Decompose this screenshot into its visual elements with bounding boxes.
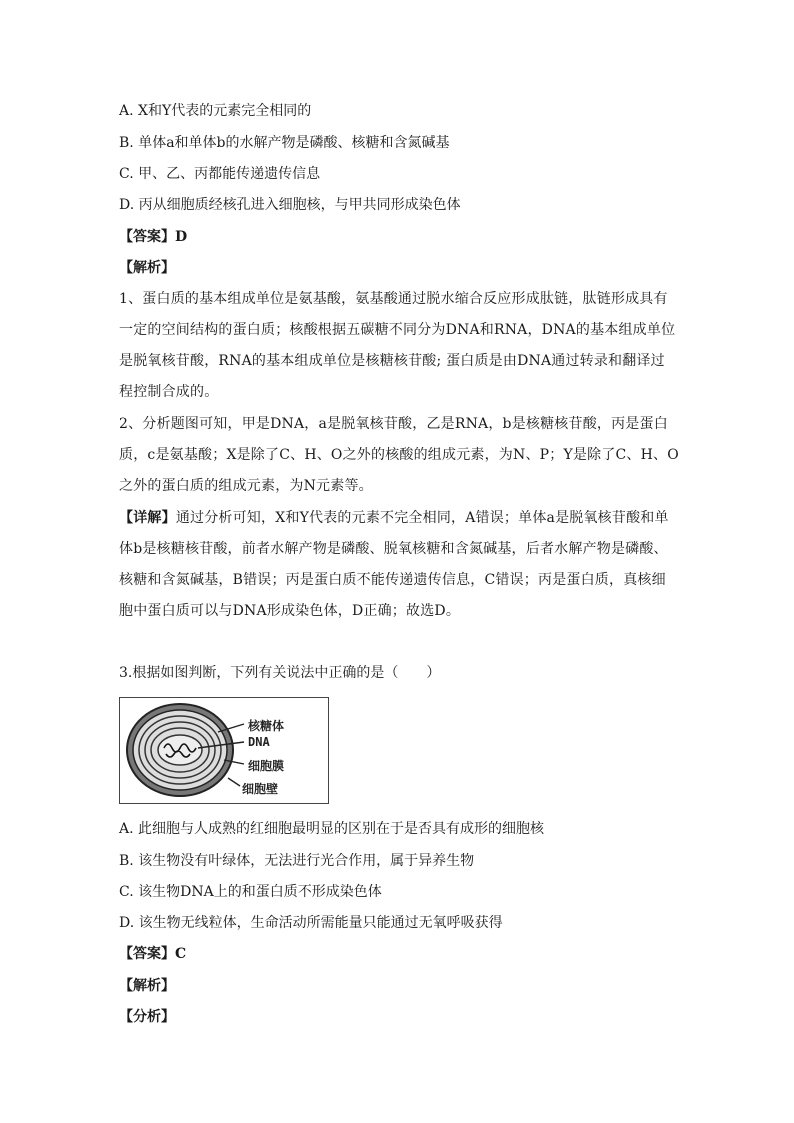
q3-option-d: D. 该生物无线粒体，生命活动所需能量只能通过无氧呼吸获得 — [119, 915, 503, 931]
q2-analysis-heading: 【解析】 — [119, 260, 175, 276]
q3-analysis-sub-heading: 【分析】 — [119, 1009, 175, 1025]
label-cell-wall: 细胞壁 — [242, 782, 279, 796]
q2-answer: 【答案】D — [119, 229, 188, 245]
q3-option-c: C. 该生物DNA上的和蛋白质不形成染色体 — [119, 884, 382, 900]
q2-analysis-paragraph-2: 2、分析题图可知，甲是DNA，a是脱氧核苷酸，乙是RNA，b是核糖核苷酸，丙是蛋白质，c是氨基酸；X是除了C、H、O之外的核酸的组成元素，为N、P；Y是除了C、H、O之外的蛋白质的组成元素，为N元素等。 — [119, 416, 679, 494]
q2-option-b: B. 单体a和单体b的水解产物是磷酸、核糖和含氮碱基 — [119, 135, 450, 151]
q3-analysis-heading: 【解析】 — [119, 978, 175, 994]
q3-answer: 【答案】C — [119, 946, 187, 962]
q2-option-a: A. X和Y代表的元素完全相同的 — [119, 103, 312, 119]
label-dna: DNA — [248, 735, 270, 749]
label-ribosome: 核糖体 — [248, 719, 285, 733]
label-cell-membrane: 细胞膜 — [248, 759, 285, 773]
q2-analysis-paragraph-1: 1、蛋白质的基本组成单位是氨基酸，氨基酸通过脱水缩合反应形成肽链，肽链形成具有一定的空间结构的蛋白质；核酸根据五碳糖不同分为DNA和RNA，DNA的基本组成单位是脱氧核苷酸，RNA的基本组成单位是核糖核苷酸; 蛋白质是由DNA通过转录和翻译过程控制合成的。 — [119, 291, 676, 400]
q2-option-c: C. 甲、乙、丙都能传递遗传信息 — [119, 166, 321, 182]
cell-diagram — [120, 698, 328, 803]
q3-option-b: B. 该生物没有叶绿体，无法进行光合作用，属于异养生物 — [119, 853, 475, 869]
q2-detail-text: 通过分析可知，X和Y代表的元素不完全相同，A错误；单体a是脱氧核苷酸和单体b是核糖核苷酸，前者水解产物是磷酸、脱氧核糖和含氮碱基，后者水解产物是磷酸、核糖和含氮碱基，B错误；丙是蛋白质不能传递遗传信息，C错误；丙是蛋白质，真核细胞中蛋白质可以与DNA形成染色体，D正确；故选D。 — [119, 510, 669, 619]
q2-detail-paragraph — [119, 503, 679, 627]
q3-stem: 3.根据如图判断，下列有关说法中正确的是（ ） — [119, 665, 441, 681]
q2-option-d: D. 丙从细胞质经核孔进入细胞核，与甲共同形成染色体 — [119, 197, 461, 213]
bacterium-cell-figure — [119, 697, 329, 804]
q3-option-a: A. 此细胞与人成熟的红细胞最明显的区别在于是否具有成形的细胞核 — [119, 821, 545, 837]
q2-detail-label: 【详解】 — [119, 510, 176, 526]
